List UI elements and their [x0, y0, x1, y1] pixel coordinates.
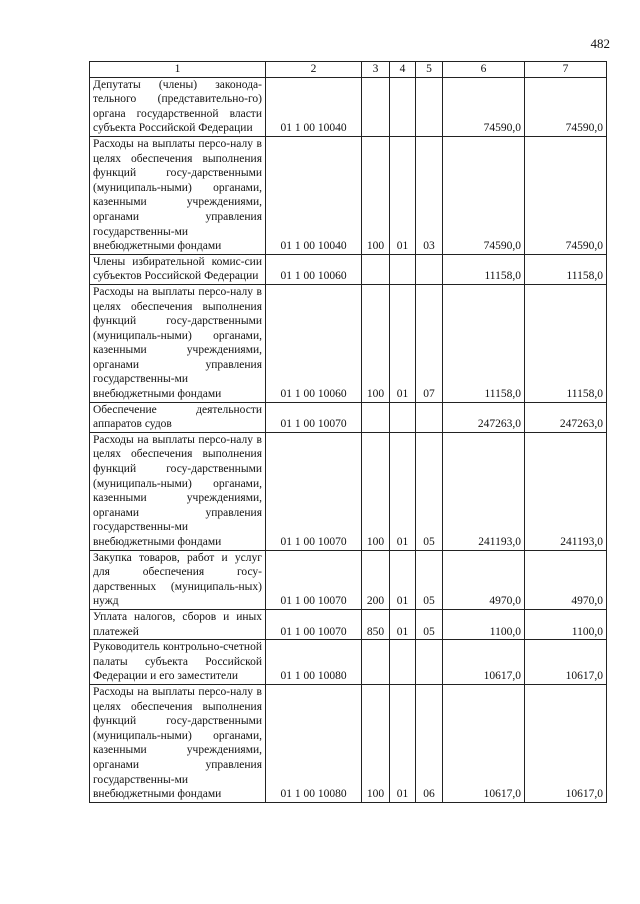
table-row: [90, 284, 607, 402]
amount-col7: 1100,0: [525, 609, 607, 639]
target-code: 01 1 00 10060: [266, 254, 362, 284]
expense-type: [362, 254, 390, 284]
item-name: Члены избирательной комис-сии субъектов Российской Федерации: [90, 254, 266, 284]
subsection: 05: [416, 609, 443, 639]
expense-type: 100: [362, 284, 390, 402]
amount-col6: 74590,0: [443, 136, 525, 254]
amount-col7: 247263,0: [525, 402, 607, 432]
subsection: 05: [416, 432, 443, 550]
column-header-6: 6: [443, 62, 525, 78]
section: [390, 254, 416, 284]
amount-col7: 11158,0: [525, 284, 607, 402]
target-code: 01 1 00 10070: [266, 609, 362, 639]
amount-col6: 241193,0: [443, 432, 525, 550]
subsection: [416, 402, 443, 432]
budget-table: [89, 61, 607, 803]
column-header-3: 3: [362, 62, 390, 78]
section: 01: [390, 684, 416, 802]
amount-col6: 247263,0: [443, 402, 525, 432]
item-name: Руководитель контрольно-счетной палаты субъекта Российской Федерации и его заместители: [90, 640, 266, 685]
expense-type: 850: [362, 609, 390, 639]
amount-col6: 11158,0: [443, 284, 525, 402]
table-row: [90, 609, 607, 639]
item-name: Расходы на выплаты персо-налу в целях обеспечения выполнения функций госу-дарственными (муниципаль-ными) органами, казенными учреждениями, органами управления государственны-ми внебюджетными фондами: [90, 136, 266, 254]
amount-col7: 11158,0: [525, 254, 607, 284]
table-row: [90, 684, 607, 802]
expense-type: 200: [362, 550, 390, 609]
column-header-2: 2: [266, 62, 362, 78]
subsection: 03: [416, 136, 443, 254]
section: 01: [390, 136, 416, 254]
subsection: 07: [416, 284, 443, 402]
section: 01: [390, 550, 416, 609]
amount-col6: 11158,0: [443, 254, 525, 284]
amount-col7: 74590,0: [525, 136, 607, 254]
section: [390, 640, 416, 685]
table-row: [90, 432, 607, 550]
target-code: 01 1 00 10060: [266, 284, 362, 402]
subsection: 05: [416, 550, 443, 609]
table-row: [90, 640, 607, 685]
expense-type: 100: [362, 432, 390, 550]
column-header-1: 1: [90, 62, 266, 78]
target-code: 01 1 00 10080: [266, 640, 362, 685]
section: [390, 402, 416, 432]
table-row: [90, 254, 607, 284]
table-row: [90, 77, 607, 136]
target-code: 01 1 00 10040: [266, 77, 362, 136]
expense-type: 100: [362, 684, 390, 802]
section: 01: [390, 432, 416, 550]
amount-col6: 10617,0: [443, 684, 525, 802]
item-name: Расходы на выплаты персо-налу в целях обеспечения выполнения функций госу-дарственными (муниципаль-ными) органами, казенными учреждениями, органами управления государственны-ми внебюджетными фондами: [90, 284, 266, 402]
amount-col7: 10617,0: [525, 640, 607, 685]
target-code: 01 1 00 10070: [266, 432, 362, 550]
item-name: Расходы на выплаты персо-налу в целях обеспечения выполнения функций госу-дарственными (муниципаль-ными) органами, казенными учреждениями, органами управления государственны-ми внебюджетными фондами: [90, 684, 266, 802]
item-name: Обеспечение деятельности аппаратов судов: [90, 402, 266, 432]
table-row: [90, 550, 607, 609]
expense-type: [362, 640, 390, 685]
target-code: 01 1 00 10070: [266, 550, 362, 609]
item-name: Закупка товаров, работ и услуг для обеспечения госу-дарственных (муниципаль-ных) нужд: [90, 550, 266, 609]
expense-type: [362, 77, 390, 136]
section: [390, 77, 416, 136]
amount-col6: 10617,0: [443, 640, 525, 685]
page-number: 482: [590, 36, 610, 51]
section: 01: [390, 609, 416, 639]
subsection: 06: [416, 684, 443, 802]
amount-col6: 74590,0: [443, 77, 525, 136]
amount-col7: 241193,0: [525, 432, 607, 550]
subsection: [416, 640, 443, 685]
target-code: 01 1 00 10080: [266, 684, 362, 802]
table-row: [90, 402, 607, 432]
subsection: [416, 77, 443, 136]
section: 01: [390, 284, 416, 402]
amount-col7: 74590,0: [525, 77, 607, 136]
expense-type: [362, 402, 390, 432]
target-code: 01 1 00 10070: [266, 402, 362, 432]
subsection: [416, 254, 443, 284]
expense-type: 100: [362, 136, 390, 254]
amount-col7: 4970,0: [525, 550, 607, 609]
column-header-5: 5: [416, 62, 443, 78]
amount-col6: 4970,0: [443, 550, 525, 609]
column-header-7: 7: [525, 62, 607, 78]
item-name: Уплата налогов, сборов и иных платежей: [90, 609, 266, 639]
target-code: 01 1 00 10040: [266, 136, 362, 254]
table-row: [90, 136, 607, 254]
amount-col7: 10617,0: [525, 684, 607, 802]
amount-col6: 1100,0: [443, 609, 525, 639]
item-name: Депутаты (члены) законода-тельного (представительно-го) органа государственной власти субъекта Российской Федерации: [90, 77, 266, 136]
item-name: Расходы на выплаты персо-налу в целях обеспечения выполнения функций госу-дарственными (муниципаль-ными) органами, казенными учреждениями, органами управления государственны-ми внебюджетными фондами: [90, 432, 266, 550]
header-row: [90, 62, 607, 78]
column-header-4: 4: [390, 62, 416, 78]
